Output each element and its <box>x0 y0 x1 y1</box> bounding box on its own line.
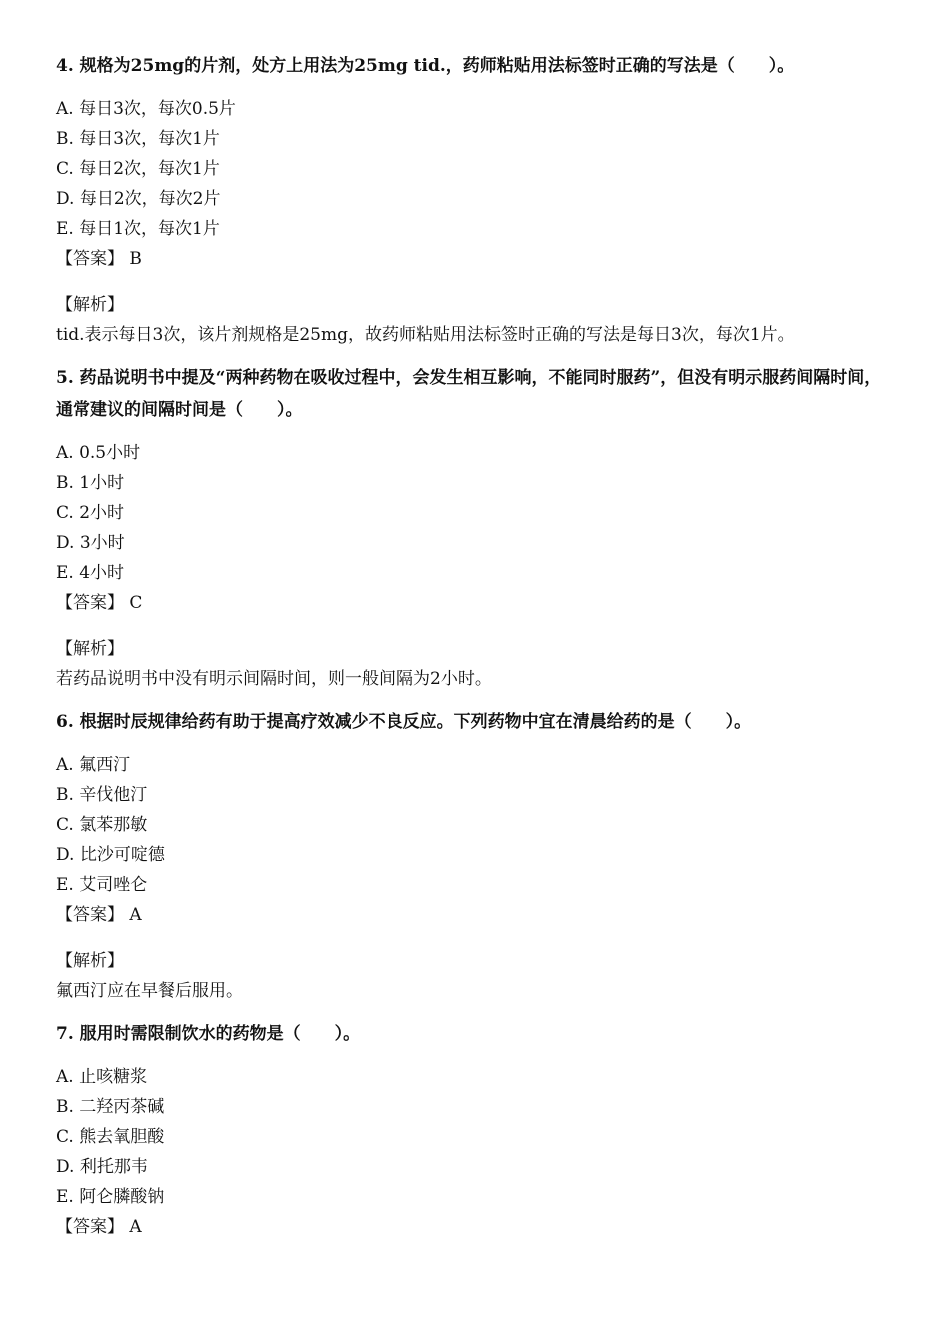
answer: 【答案】 C <box>56 593 143 613</box>
question-stem: 6. 根据时辰规律给药有助于提高疗效减少不良反应。下列药物中宜在清晨给药的是（ ）。 <box>56 712 752 732</box>
explanation-text: 若药品说明书中没有明示间隔时间，则一般间隔为2小时。 <box>56 669 492 689</box>
option-c: C. 每日2次，每次1片 <box>56 159 220 179</box>
option-c: C. 氯苯那敏 <box>56 815 148 835</box>
option-d: D. 3小时 <box>56 533 125 553</box>
option-c: C. 熊去氧胆酸 <box>56 1127 165 1147</box>
question-stem: 4. 规格为25mg的片剂，处方上用法为25mg tid.，药师粘贴用法标签时正确的写法是（ ）。 <box>56 56 795 76</box>
option-b: B. 1小时 <box>56 473 125 493</box>
answer: 【答案】 A <box>56 1217 142 1237</box>
question-4 <box>56 50 896 350</box>
option-a: A. 止咳糖浆 <box>56 1067 148 1087</box>
explanation-label: 【解析】 <box>56 951 124 971</box>
option-d: D. 比沙可啶德 <box>56 845 165 865</box>
question-stem: 5. 药品说明书中提及“两种药物在吸收过程中，会发生相互影响，不能同时服药”，但没有明示服药间隔时间，通常建议的间隔时间是（ ）。 <box>56 368 882 420</box>
question-6 <box>56 706 896 1006</box>
question-5 <box>56 362 896 694</box>
explanation-label: 【解析】 <box>56 639 124 659</box>
option-d: D. 每日2次，每次2片 <box>56 189 221 209</box>
answer: 【答案】 B <box>56 249 142 269</box>
option-a: A. 每日3次，每次0.5片 <box>56 99 236 119</box>
option-b: B. 每日3次，每次1片 <box>56 129 220 149</box>
option-c: C. 2小时 <box>56 503 125 523</box>
option-d: D. 利托那韦 <box>56 1157 148 1177</box>
option-e: E. 艾司唑仑 <box>56 875 148 895</box>
explanation-text: tid.表示每日3次，该片剂规格是25mg，故药师粘贴用法标签时正确的写法是每日3次，每次1片。 <box>56 325 795 345</box>
option-e: E. 每日1次，每次1片 <box>56 219 220 239</box>
document-page <box>56 50 896 1254</box>
option-b: B. 二羟丙茶碱 <box>56 1097 165 1117</box>
option-b: B. 辛伐他汀 <box>56 785 148 805</box>
explanation-label: 【解析】 <box>56 295 124 315</box>
question-stem: 7. 服用时需限制饮水的药物是（ ）。 <box>56 1024 361 1044</box>
question-7 <box>56 1018 896 1242</box>
option-e: E. 阿仑膦酸钠 <box>56 1187 165 1207</box>
option-a: A. 氟西汀 <box>56 755 131 775</box>
explanation-text: 氟西汀应在早餐后服用。 <box>56 981 243 1001</box>
answer: 【答案】 A <box>56 905 142 925</box>
option-a: A. 0.5小时 <box>56 443 141 463</box>
option-e: E. 4小时 <box>56 563 125 583</box>
